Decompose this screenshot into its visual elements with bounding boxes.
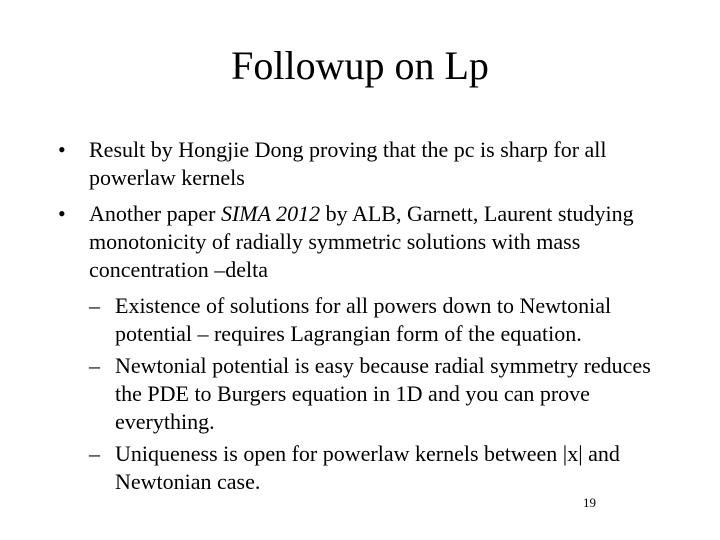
slide-title: Followup on Lp — [231, 43, 489, 88]
slide-body — [58, 136, 678, 500]
sub-bullet-marker: – — [89, 353, 100, 378]
bullet-item — [58, 136, 678, 192]
sub-bullet-item — [58, 292, 678, 348]
bullet-text-prefix: Another paper — [89, 201, 221, 226]
bullet-text-suffix: by ALB, Garnett, Laurent studying monotonicity of radially symmetric solutions with mass concentration –delta — [89, 201, 634, 282]
bullet-item — [58, 200, 678, 284]
sub-bullet-text: Newtonial potential is easy because radial symmetry reduces the PDE to Burgers equation in 1D and you can prove everything. — [115, 353, 651, 434]
sub-bullet-item — [58, 352, 678, 436]
sub-bullet-text: Existence of solutions for all powers down to Newtonial potential – requires Lagrangian form of the equation. — [115, 293, 612, 346]
sub-bullet-text: Uniqueness is open for powerlaw kernels between |x| and Newtonian case. — [115, 441, 620, 494]
sub-bullet-item — [58, 440, 678, 496]
sub-bullet-marker: – — [89, 293, 100, 318]
bullet-text: Result by Hongjie Dong proving that the pc is sharp for all powerlaw kernels — [89, 137, 607, 190]
sub-bullet-marker: – — [89, 441, 100, 466]
journal-citation: SIMA 2012 — [220, 201, 321, 226]
page-number: 19 — [583, 495, 596, 510]
bullet-marker: • — [58, 137, 66, 162]
bullet-marker: • — [58, 201, 66, 226]
